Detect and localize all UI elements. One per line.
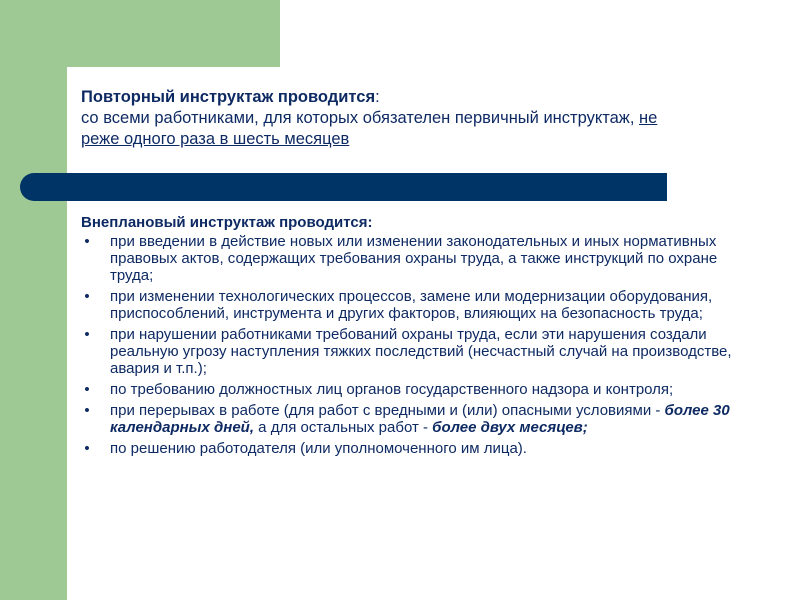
unscheduled-briefing-list [81,233,751,457]
repeat-briefing-frequency: не реже одного раза в шесть месяцев [81,109,658,148]
unscheduled-briefing-title: Внеплановый инструктаж проводится: [81,214,373,231]
list-item-text: при изменении технологических процессов, замене или модернизации оборудования, приспособлений, инструмента и других факторов, влияющих на безопасность труда; [110,288,713,322]
repeat-briefing-title-colon: : [375,88,380,106]
break-condition-text: при перерывах в работе (для работ с вредными и (или) опасными условиями - [110,402,665,419]
unscheduled-briefing-section [81,214,751,461]
bullet-icon: • [84,381,90,398]
list-item-text [110,402,730,436]
list-item [81,288,751,322]
decorative-green-band-left [0,0,67,600]
list-item-text: при нарушении работниками требований охраны труда, если эти нарушения создали реальную угрозу наступления тяжких последствий (несчастный случай на производстве, авария и т.п.); [110,326,732,377]
bullet-icon: • [84,288,90,305]
break-duration-other: более двух месяцев; [432,419,588,436]
list-item-text: при введении в действие новых или изменении законодательных и иных нормативных правовых актов, содержащих требования охраны труда, а также инструкций по охране труда; [110,233,718,284]
break-duration-hazardous: более 30 календарных дней, [110,402,730,436]
break-condition-other: а для остальных работ - [254,419,433,436]
list-item [81,233,751,284]
list-item-text: по требованию должностных лиц органов государственного надзора и контроля; [110,381,674,398]
list-item [81,440,751,457]
bullet-icon: • [84,233,90,250]
repeat-briefing-body: со всеми работниками, для которых обязателен первичный инструктаж, [81,109,640,127]
section-divider-bar [20,173,667,201]
bullet-icon: • [84,326,90,343]
repeat-briefing-title: Повторный инструктаж проводится [81,88,376,106]
list-item-text: по решению работодателя (или уполномоченного им лица). [110,440,527,457]
bullet-icon: • [84,440,90,457]
list-item [81,402,751,436]
list-item [81,381,751,398]
repeat-briefing-header [81,87,671,150]
decorative-green-band-top [67,0,280,67]
bullet-icon: • [84,402,90,419]
list-item [81,326,751,377]
